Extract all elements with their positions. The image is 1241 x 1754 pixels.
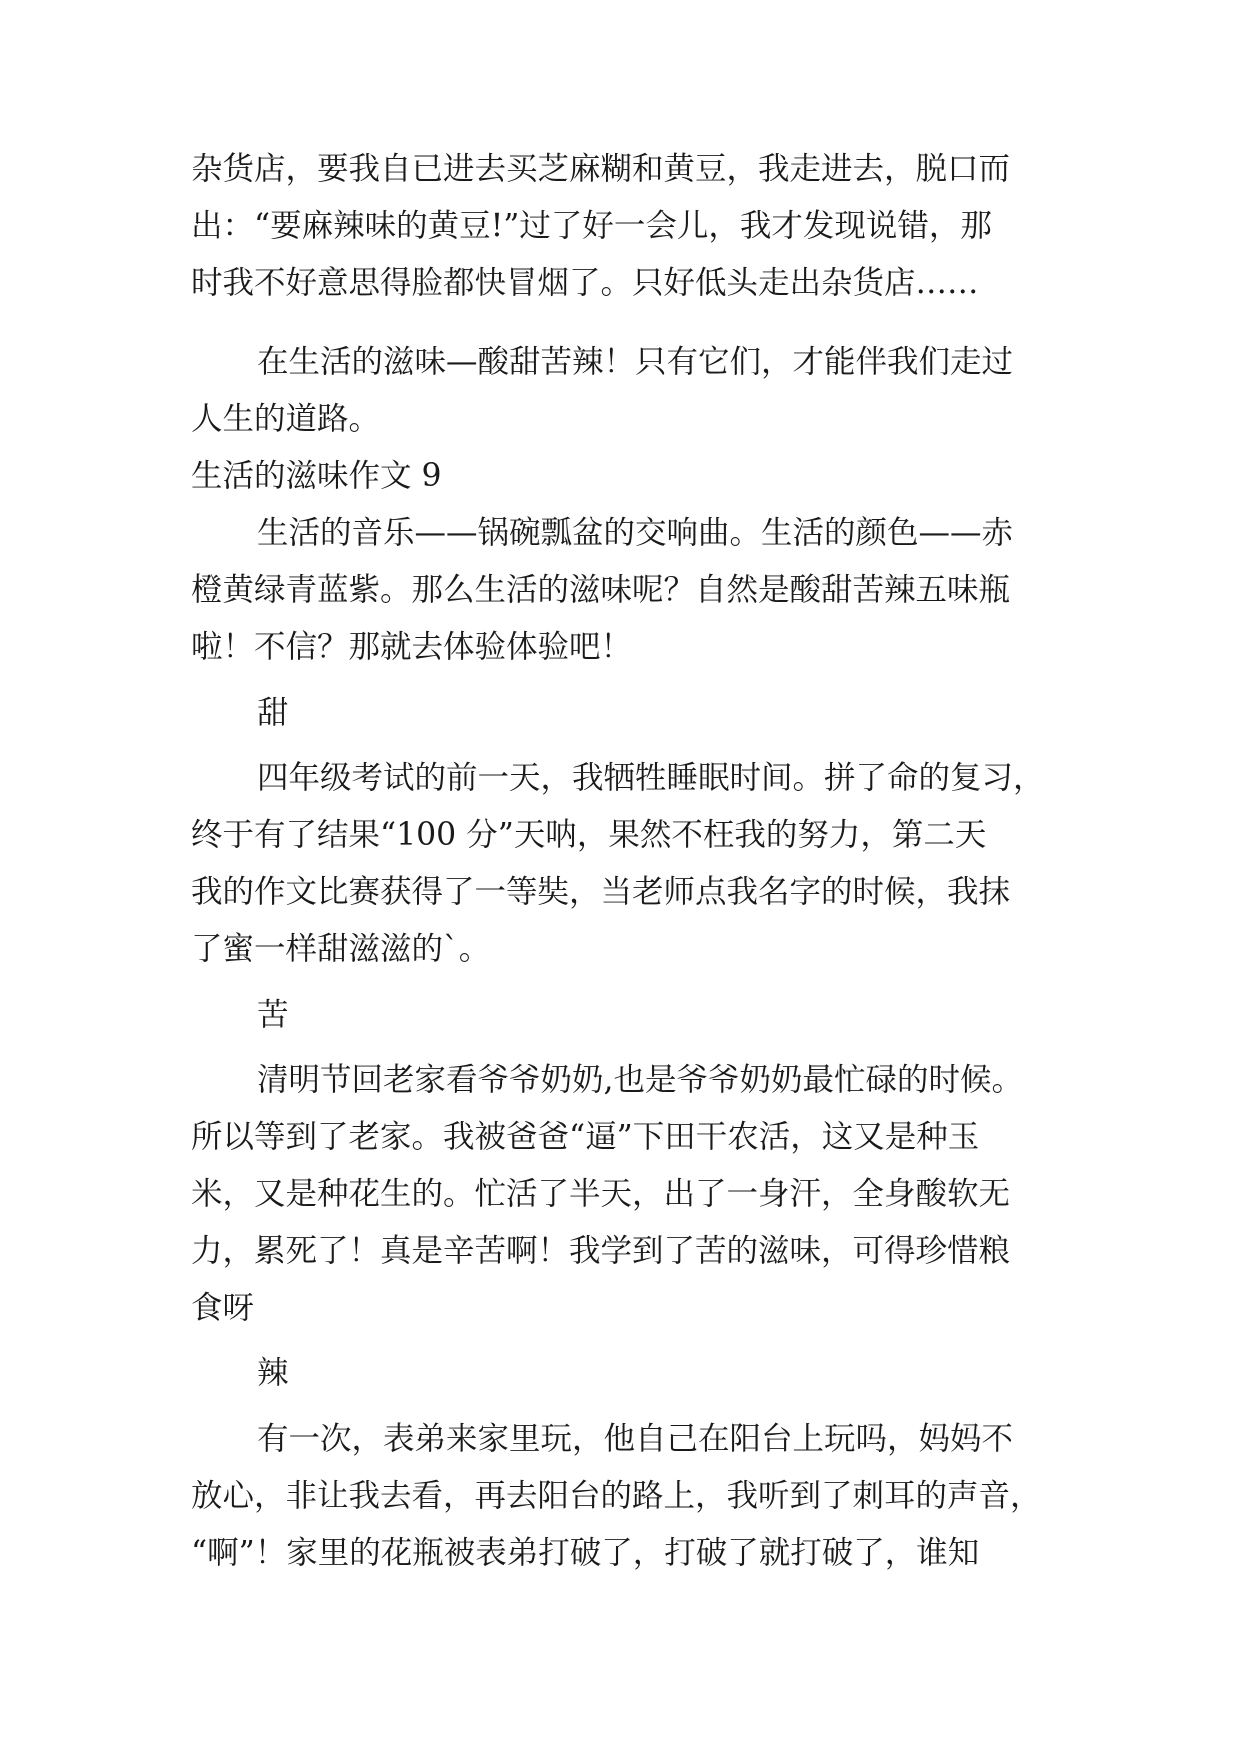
body-text-line: “啊”！家里的花瓶被表弟打破了，打破了就打破了，谁知 [191,1535,980,1571]
body-text-line: 力，累死了！真是辛苦啊！我学到了苦的滋味，可得珍惜粮 [191,1233,1011,1269]
body-text-line: 杂货店，要我自已进去买芝麻糊和黄豆，我走进去，脱口而 [191,151,1011,187]
body-text-line: 人生的道路。 [191,401,381,437]
body-text-line: 出：“要麻辣味的黄豆!”过了好一会儿，我才发现说错，那 [191,208,992,244]
body-text-line: 了蜜一样甜滋滋的`。 [191,931,491,967]
body-text-line: 放心，非让我去看，再去阳台的路上，我听到了刺耳的声音， [191,1478,1042,1514]
body-text-line: 清明节回老家看爷爷奶奶,也是爷爷奶奶最忙碌的时候。 [257,1062,1024,1098]
body-text-line: 橙黄绿青蓝紫。那么生活的滋味呢？自然是酸甜苦辣五味瓶 [191,572,1011,608]
body-text-line: 啦！不信？那就去体验体验吧！ [191,629,633,665]
body-text-line: 我的作文比赛获得了一等奘，当老师点我名字的时候，我抹 [191,874,1011,910]
subheading-sweet: 甜 [257,695,289,731]
section-heading: 生活的滋味作文 9 [191,458,442,494]
body-text-line: 生活的音乐——锅碗瓢盆的交响曲。生活的颜色——赤 [257,515,1014,551]
body-text-line: 四年级考试的前一天，我牺牲睡眠时间。拼了命的复习， [257,760,1045,796]
body-text-line: 有一次，表弟来家里玩，他自己在阳台上玩吗，妈妈不 [257,1421,1014,1457]
subheading-bitter: 苦 [257,997,289,1033]
body-text-line: 米，又是种花生的。忙活了半天，出了一身汗，全身酸软无 [191,1176,1011,1212]
body-text-line: 终于有了结果“100 分”天呐，果然不枉我的努力，第二天 [191,817,987,853]
body-text-line: 时我不好意思得脸都快冒烟了。只好低头走出杂货店…… [191,265,979,301]
body-text-line: 所以等到了老家。我被爸爸“逼”下田干农活，这又是种玉 [191,1119,980,1155]
subheading-spicy: 辣 [257,1355,289,1391]
body-text-line: 食呀 [191,1290,255,1326]
body-text-line: 在生活的滋味—酸甜苦辣！只有它们，才能伴我们走过 [257,344,1014,380]
